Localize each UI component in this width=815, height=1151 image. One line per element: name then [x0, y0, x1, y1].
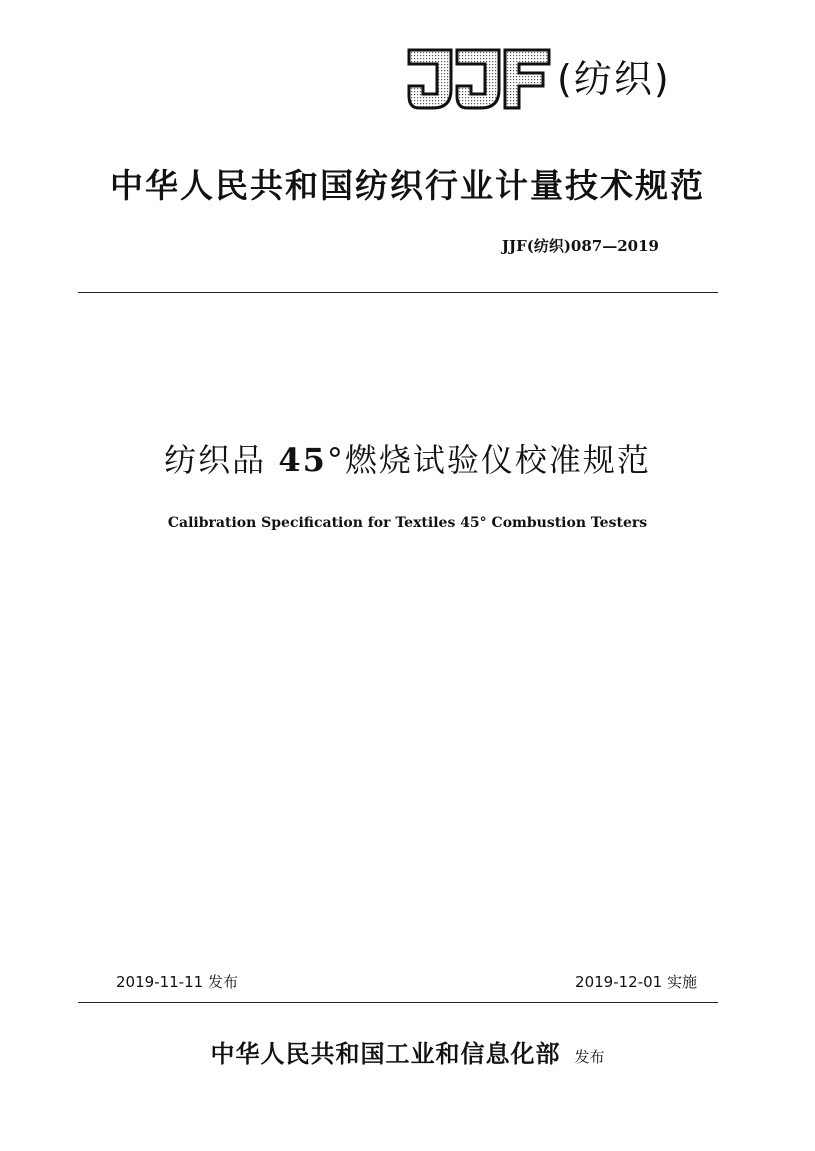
- header-title: 中华人民共和国纺织行业计量技术规范: [110, 166, 705, 205]
- jjf-logo: [405, 44, 671, 114]
- main-title-degree: °: [326, 441, 345, 479]
- logo-letter-j2: [457, 50, 499, 108]
- main-title-prefix: 纺织品: [164, 441, 279, 479]
- english-subtitle: Calibration Specification for Textiles 45° Combustion Testers: [167, 515, 648, 531]
- publisher-action: 发布: [574, 1048, 605, 1066]
- bottom-divider: [78, 1002, 718, 1003]
- document-code: JJF(纺织)087—2019: [501, 237, 659, 255]
- publisher-org: 中华人民共和国工业和信息化部: [210, 1039, 561, 1068]
- issue-date: 2019-11-11 发布: [116, 973, 238, 991]
- main-title: [0, 438, 815, 482]
- logo-suffix: (纺织): [557, 57, 671, 101]
- logo-letter-j1: [409, 50, 451, 108]
- jjf-logo-letters: [405, 46, 553, 112]
- logo-letter-f: [505, 50, 549, 108]
- main-title-number: 45: [278, 441, 327, 479]
- publisher: [0, 1034, 815, 1069]
- main-title-suffix: 燃烧试验仪校准规范: [344, 441, 651, 479]
- effective-date: 2019-12-01 实施: [575, 973, 697, 991]
- top-divider: [78, 292, 718, 293]
